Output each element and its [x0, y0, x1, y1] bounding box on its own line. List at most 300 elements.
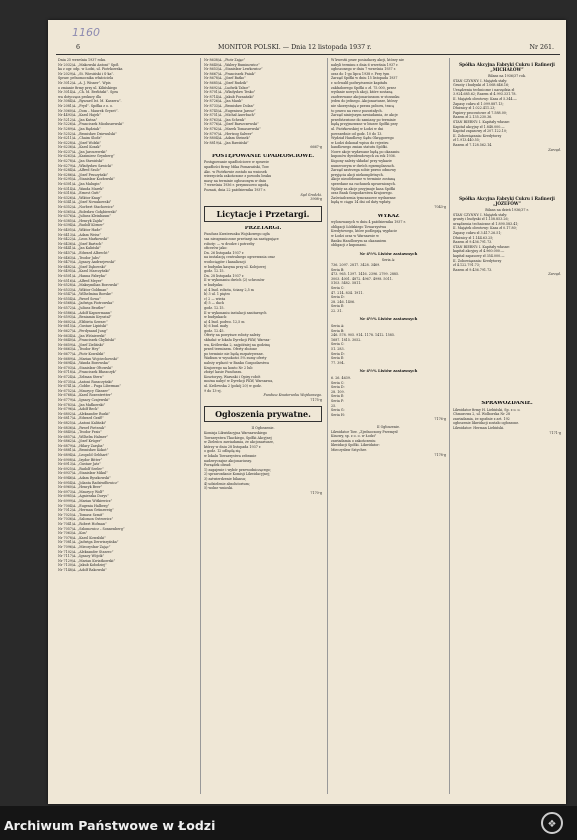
section-title-report: SPRAWOZDANIE. — [481, 401, 533, 406]
text-line: Zapasy cukru zł 3.417.26.51; — [453, 231, 502, 236]
register-entry: Nr 6946/A. „Adam Ryszkowski” — [58, 476, 111, 481]
text-line: Zarząd zastrzega sobie prawo odmowy — [331, 168, 397, 173]
text-line: Banku Handlowym za okazaniem — [331, 238, 387, 243]
archive-name: Archiwum Państwowe w Łodzi — [4, 818, 216, 833]
ref-code: 7175-g — [310, 397, 322, 402]
register-entry: Nr 3014/A. „Ch. M. Berliński”. Spra — [58, 90, 119, 95]
text-line: Fundusz Kwaterunku Wojskowego ogła — [204, 232, 270, 237]
register-entry: Nr 7130/A. „Jakub Kołodziej” — [58, 563, 107, 568]
table-row: 473. 965. 1397. 1416. 2396. 2799. 2885. — [331, 272, 400, 277]
text-line: upadłości firmy Mika Pomarański, Tow. — [204, 165, 270, 170]
text-line: 4) udzielenie absolutorium; — [204, 481, 250, 486]
text-line: Kupony należy składać przy wykazie — [331, 159, 392, 164]
register-entry: Nr 6463/A. „Teodor Jabs” — [58, 255, 101, 260]
register-entry: Nr 3012/A. „A. J. Wisner”. Wpis — [58, 80, 111, 85]
register-entry: Nr 6413/A. „Adam Weiss” — [58, 232, 102, 237]
text-line: II. Majątek obrotowy: Kasa zł 0.17.80; — [453, 226, 517, 231]
register-entry: Nr 8692/A. „Ludwik Tabor” — [204, 85, 250, 90]
register-entry: Nr 6718/A. „Franciszek Błaszczyk” — [58, 370, 117, 375]
register-entry: Nr 6627/A. „Ferdynand Jung” — [58, 329, 108, 334]
balance-subtitle: Bilans na 1936/37 rok. — [488, 74, 526, 78]
text-line: 3.924.685.62; Razem zł 4.993.331.78. — [453, 92, 517, 97]
text-line: Razem zł 9.436.791.73. — [453, 267, 493, 272]
table-row: 6. 26. 4639. — [331, 376, 351, 380]
register-entry: Nr 6634/A. „Jan Wiśniewski” — [58, 333, 107, 338]
text-line: Zaświadczenia tymczasowe wydawane — [331, 195, 396, 200]
archive-logo-icon: ❖ — [541, 812, 563, 834]
closing-notice-text — [331, 430, 446, 453]
text-line: Kredytowego, które podlegają wypłacie — [331, 229, 398, 234]
register-entry: Nr 8751/A. „Michał Auerbach” — [204, 113, 256, 118]
register-entry: Nr 8797/A. „Hertzog Salwer” — [204, 131, 254, 136]
text-line: STAN BIERNY: I. Kapitały własne: — [453, 244, 511, 249]
register-entry: Nr 6894/A. „Leopold Gebhart” — [58, 453, 109, 458]
text-line: Likwidator: Herman Liebiński. — [453, 425, 505, 430]
register-entry: Nr 6394/A. „Rudolf Körner” — [58, 223, 105, 228]
text-line: nie skorzystają z prawa poboru, tracą — [331, 103, 394, 108]
register-entry: Nr 6593/A. „Beniamin Krysztal” — [58, 315, 112, 320]
register-entry: Nr 6211/A. „Chaim Slodz” — [58, 136, 102, 141]
text-line: Towarzystwa Tkackiego, Spółki Akcyjnej — [204, 435, 272, 440]
register-entry: Nr 6482/A. „Józef Dębowski” — [58, 264, 107, 269]
text-line: Wpłaty za akcje przyjmuje kasa Spółki — [331, 186, 396, 191]
text-line: ogłoszonego w dniu 7 września 1937 r. — [331, 67, 396, 72]
register-entry: Nr 8726/A. „Jan Mauk” — [204, 99, 243, 104]
ref-code: 6667-g — [310, 145, 322, 150]
register-entry: Nr 5212/A. „Jan Kutna” — [58, 117, 98, 122]
column-4 — [453, 58, 561, 435]
text-line: b) 6 bud. mały — [204, 324, 229, 329]
register-entry: Nr 5226/A. „Franciszek Mioduszewski” — [58, 122, 124, 127]
text-line: STAN CZYNNY: I. Majątek stały: — [453, 212, 508, 217]
text-line: złożyć kasie Funduszu. — [204, 370, 243, 375]
text-line: kapitał akcyjny zł 4.960.000.— — [453, 249, 505, 254]
text-line: Zapasy cukru zł 1.099.887.13; — [453, 101, 504, 106]
text-line: Kinowy, sp. z o. o. w Łodzi” — [331, 434, 377, 439]
register-entry: Nr 6279/A. „Władysław Sawicki” — [58, 163, 113, 168]
register-entry: Nr 6735/A. „Antoni Ruszczyński” — [58, 379, 114, 384]
table-row: Seria C: — [331, 380, 345, 385]
register-entry: Nr 8667/A. „Franciszek Pniak” — [204, 71, 256, 76]
text-line: urządzenia techniczne zł 1.890.583.41; — [453, 221, 519, 226]
text-line: Zarząd Spółki w dniu 15 listopada 1937 — [331, 76, 398, 81]
register-entry: Nr 6615/A. „Gustaw Lipiński” — [58, 324, 108, 329]
table-row: 5103. 5482. 5811. — [331, 281, 362, 286]
column-2 — [204, 58, 322, 495]
text-line: Likwidator firmy H. Liebiński, Sp. z o. o. — [453, 407, 521, 412]
register-entry: Nr 8653/A. „Stanisław Lewkowicz” — [204, 67, 263, 72]
register-entry: Nr 6659/A. „Józef Zieliński” — [58, 342, 105, 347]
register-entry: Nr 8701/A. „Władysław Tesko” — [204, 90, 256, 95]
register-entry: Nr 3084/A. „Ryszard Ist. M. Kaszera”. — [58, 99, 122, 104]
text-line: to prawo na rzecz pozostałych. — [331, 108, 383, 113]
register-entry: Nr 7012/A. „Herman Grünzweig” — [58, 508, 114, 513]
register-entry: Nr 6703/A. „Stanisław Ołtowski” — [58, 365, 113, 370]
text-line: zawiadamia, że zgodnie z art. 192 — [453, 416, 510, 421]
table-heading: Nr 4½% Listów zastawnych — [359, 317, 418, 322]
section-title-wykaz: WYKAZ — [377, 213, 400, 219]
section-title-auctions: Licytacje i Przetargi. — [216, 208, 310, 219]
text-line: Wadium w wysokości 5% sumy oferty — [204, 356, 267, 361]
text-line: Oferty na powyższe roboty należy — [204, 333, 261, 338]
register-entry: Nr 6752/A. „Maurycy Glanzer” — [58, 388, 110, 393]
text-line: kuponów dywidendowych za rok 1936. — [331, 154, 396, 159]
register-entry: Nr 6405/A. „Wiktor Hade” — [58, 227, 102, 232]
text-line: b) 3 ul. 1 piętro — [204, 292, 231, 297]
text-line: zawiadamia o zakończeniu — [331, 438, 376, 443]
text-line: w Zieleńcu zawiadamia, że akcjonariusze, — [204, 440, 274, 445]
text-line: wydanie nowych akcji, które zostaną — [331, 90, 393, 95]
table-row: 47. 214. 834. 1911. — [331, 290, 364, 295]
register-entry: Nr 8714/A. „Jakub Poznański” — [204, 94, 255, 99]
register-entry: Nr 6586/A. „Adolf Kapsermann” — [58, 310, 112, 315]
text-line: STAN CZYNNY: I. Majątek stały: — [453, 78, 508, 83]
table-row: 736. 2097. 2817. 3428. 3469. — [331, 262, 381, 267]
text-line: godz. 12.45. — [204, 328, 225, 333]
register-list — [204, 58, 322, 145]
register-entry: Nr 6817/A. „Edward Graff” — [58, 416, 104, 421]
text-line: Papiery procentowe zł 7.588.00; — [453, 110, 508, 115]
text-line: Urządzenia techniczne i narzędzia zł — [453, 87, 515, 92]
text-line: Razem zł 2.135.230.36. — [453, 115, 493, 120]
text-line: STAN BIERNY: I. Kapitały własne: — [453, 119, 511, 124]
text-line: w Łodzi oraz w Warszawie w — [331, 233, 379, 238]
text-line: II. Majątek obrotowy: Kasa zł 5.344.— — [453, 96, 517, 101]
register-entry: Nr 6689/A. „Marian Wojciechowski” — [58, 356, 119, 361]
register-entry: Nr 6533/A. „Wiktor Goldman” — [58, 287, 109, 292]
register-entry: Nr 7117/A. „Ignacy Wójcik” — [58, 554, 105, 559]
section-title-private: Ogłoszenia prywatne. — [215, 409, 311, 420]
register-entry: Nr 8782/A. „Marek Tomaszewski” — [204, 126, 261, 131]
register-entry: Nr 6602/A. „Elżbieta Szwarc” — [58, 319, 108, 324]
register-entry: wa dotycząca prokury dla — [58, 94, 101, 99]
register-entry: Nr 6768/A. „Karol Rozentretter” — [58, 393, 113, 398]
issue-number: Nr 261. — [529, 44, 554, 51]
text-line: w budynku kasyna przy ul. Kolejowej — [204, 264, 266, 269]
table-row: 51. 283. — [331, 347, 345, 352]
register-entry: Nr 6228/A. „Józef Wolski” — [58, 140, 102, 145]
text-line: Nowe akcje wydawane będą po okazaniu — [331, 149, 400, 154]
register-entry: Nr 6236/A. „Karol Kozak” — [58, 145, 102, 150]
text-line: 9 do 13-ej. — [204, 388, 222, 393]
text-line: w budynku: — [204, 282, 224, 287]
page-header — [48, 44, 566, 54]
table-row: Seria E: — [331, 394, 345, 399]
text-line: ogłoszenie likwidacji zostało ogłoszone. — [453, 421, 520, 426]
table-row: 77. 394. — [331, 360, 345, 365]
text-line: przed terminem. Oferty złożone — [204, 347, 258, 352]
text-line: grunty i budynki zł 1.158.853.26; — [453, 217, 509, 222]
table-row: Seria H: — [331, 412, 345, 417]
register-entry: Nr 6436/A. „Józef Bartsch” — [58, 241, 104, 246]
table-row: Seria E: — [331, 304, 345, 309]
register-entry: Nr 8819/A. „Jan Rawiński” — [204, 140, 249, 145]
ref-code: 7176-g — [434, 417, 446, 422]
register-entry: Nr 6263/A. „Kazimierz Grynberg” — [58, 154, 115, 159]
register-entry: Nr 6973/A. „Maurycy Wolf” — [58, 489, 105, 494]
text-line: Kosztorysy, Warunki i Opisy robót — [204, 374, 261, 379]
text-line: Kapitał zapasowy zł 207.122.10; — [453, 129, 508, 134]
section-banner-auctions — [204, 206, 322, 222]
text-line: Chmurowa 2, ul. Wolborska Nr 28 — [453, 412, 511, 417]
table-row: 22. 31. — [331, 308, 343, 313]
table-row: Seria C: — [331, 342, 345, 347]
register-entry: Nr 6278/A. „Jan Stawiński” — [58, 159, 104, 164]
table-row: Seria D: — [331, 295, 345, 300]
text-line: można nabyć w Dyrekcji FKW, Warszawa, — [204, 379, 274, 384]
bankruptcy-text — [204, 160, 322, 192]
text-line: 5) wolne wnioski. — [204, 486, 234, 491]
table-row: Seria D: — [331, 351, 345, 356]
table-row: 246. 578. 905. 914. 1178. 1412. 1585. — [331, 333, 395, 338]
table-row: Seria B: — [331, 267, 345, 272]
register-entry: Nr 6314/A. „Wanda Marek” — [58, 186, 104, 191]
register-entry: Nr 6783/A. „Jan Małkowski” — [58, 402, 106, 407]
table-row: 28. 246. 1406. — [331, 299, 356, 304]
text-line: 7 września 1936 r. przymusowo ugodą. — [204, 183, 270, 188]
text-line: obligacji Łódzkiego Towarzystwa — [331, 224, 387, 229]
text-line: w budynkach: — [204, 315, 228, 320]
register-entry: Nr 6724/A. „Zelman Stern” — [58, 374, 104, 379]
text-line: II w wykonaniu instalacji sanitarnych — [204, 310, 267, 315]
text-line: obligacji z kuponami. — [331, 243, 367, 248]
table-row: 3003. 4001. 4872. 4967. 4998. 5011. — [331, 276, 393, 281]
page-number: 6 — [76, 44, 81, 51]
register-entry: Nr 6741/A. „Gobbe – Fuga Liberman” — [58, 384, 122, 389]
text-line: Dłużnicy zł 1.144.63.25; — [453, 235, 494, 240]
register-entry: Nr 6640/A. „Franciszek Chyliński” — [58, 338, 116, 343]
text-line: Razem zł 7.128.562.14. — [453, 142, 493, 147]
text-line: kapitał zapasowy zł 354.000.— — [453, 254, 505, 259]
text-line: będą w ciągu 14 dni od daty wpłaty. — [331, 200, 392, 205]
text-line: przedstawione do zamiany po terminie — [331, 117, 396, 122]
register-entry: Nr 6779/A. „Ignacy Czajewski” — [58, 397, 110, 402]
signature: Fundusz Kwaterunku Wojskowego. — [263, 393, 322, 398]
table-row: 1687. 1815. 3052. — [331, 337, 362, 342]
text-line: na instalację centralnego ogrzewania oraz — [204, 255, 275, 260]
text-line: godz. 12.15. — [204, 305, 225, 310]
text-line: zaoferowane akcjonariuszom w stosunku — [331, 94, 400, 99]
text-line: masy na terminie ogłoszonym w dniu — [204, 178, 267, 183]
section-banner-private — [204, 406, 322, 422]
text-line: o godz. 12 odbędą się — [204, 449, 241, 454]
text-line: wodociągów i kanalizacji — [204, 259, 246, 264]
column-divider — [327, 58, 328, 794]
text-line: Grunty i budynki zł 1.068.646.16; — [453, 83, 510, 88]
register-entry: Nr 7063/A. „Kon” — [58, 531, 88, 536]
register-entry: Nr 6857/A. „Wilhelm Halmer” — [58, 434, 109, 439]
register-entry: Nr 6422/A. „Leon Markowski” — [58, 237, 109, 242]
register-entry: Nr 6802/A. „Aleksander Ruski” — [58, 411, 111, 416]
register-entry: Nr 7041/A. „Robert Hofman” — [58, 521, 107, 526]
table-row: 28. 109. — [331, 389, 345, 394]
register-entry: Nr 6677/A. „Piotr Kowalski” — [58, 352, 106, 356]
column-3 — [331, 58, 446, 457]
text-line: oraz do 1-go lipca 1938 r. Przy tym — [331, 71, 390, 76]
text-line: przyjęcia akcji niekompletnych. — [331, 172, 384, 177]
register-entry: Nr 6528/A. „Maksymilian Borowski” — [58, 283, 119, 288]
register-entry: Nr 6441/A. „Jan Kaliński” — [58, 246, 101, 251]
signature: Zarząd. — [548, 272, 561, 277]
balance-subtitle: Bilans na dzień 1936/37 r. — [485, 208, 529, 213]
text-line: Komisja Likwidacyjna Warszawskiego — [204, 430, 267, 435]
register-entry: ka z ogr. odp. w Łodzi, ul. Piotrkowska — [58, 67, 123, 72]
register-entry: Nr 6301/A. „Jan Malugin” — [58, 182, 102, 187]
register-entry: Nr 6365/A. „Bolesław Gołębiewski” — [58, 209, 118, 214]
register-entry: Nr 7081/A. „Jadwiga Derwiszyńska” — [58, 540, 119, 545]
register-entry: Nr 6516/A. „Alfred Meyer” — [58, 278, 103, 283]
register-entry: Nr 6908/A. „Izydor Bitter” — [58, 457, 103, 462]
balance-text — [453, 213, 561, 273]
text-line: a) 4 bud. robota, ściany 2,5 m — [204, 287, 254, 292]
text-line: Mieczysław Sztycher. — [331, 447, 367, 452]
register-entry: Nr 6825/A. „Antoni Kaliński” — [58, 420, 107, 425]
text-line: Akc. w Piotrkowie zostało na wniosek — [204, 169, 267, 174]
column-divider — [449, 58, 450, 794]
table-row: 25. — [331, 403, 337, 408]
text-line: jeden do jednego. Akcjonariusze, którzy — [331, 99, 398, 104]
register-entry: Nr 8638/A. „Piotr Zając” — [204, 58, 246, 62]
register-entry: Nr 6501/A. „Hanna Fabryka” — [58, 273, 107, 278]
register-entry: Nr 6385/A. „Henryk Zajda” — [58, 218, 104, 223]
register-entry: Nr 6862/A. „Józef Krüger” — [58, 439, 102, 444]
text-line: oficerów jako: — [204, 246, 228, 251]
text-line: nabyli terminu z dnia 6 września 1937 r. — [331, 62, 399, 67]
register-entry: Nr 7036/A. „Salomon Ostrowicz” — [58, 517, 114, 522]
table-row: Seria E: — [331, 356, 345, 361]
text-line: będą przyjmowane w biurze Spółki przy — [331, 122, 398, 127]
register-entry: Nr 6913/A. „Gustaw Jatz” — [58, 462, 101, 467]
text-line: c) 2 — wieża — [204, 296, 226, 301]
register-entry: Nr 6568/A. „Jadwiga Piotrowska” — [58, 301, 114, 306]
register-entry: Nr 6836/A. „Paweł Pietrzak” — [58, 425, 106, 430]
text-line: zł 4.122.791.73; — [453, 263, 480, 268]
register-entry: Nr 8685/A. „Józef Rudzik” — [204, 80, 248, 85]
ref-code: 7043-g — [434, 205, 446, 209]
bond-table-1 — [331, 263, 446, 314]
register-entry: Nr 8804/A. „Adam Steinek” — [204, 136, 251, 141]
register-entry: Nr 7148/A. „Adolf Rakowski” — [58, 567, 107, 572]
newspaper-page — [48, 20, 566, 804]
register-entry: Nr 6554/A. „Paweł Sowa” — [58, 296, 101, 301]
text-line: likwidacji Spółki. Likwidator: — [331, 443, 380, 448]
register-entry: Nr 8640/A. „Walery Ruminowicz” — [204, 62, 260, 67]
text-line: d) 5 — dach — [204, 301, 224, 306]
register-entry: Nr 6547/A. „Wilhelmina Boeske” — [58, 292, 113, 297]
register-entry: Nr 8776/A. „Józef Barszczewski” — [204, 122, 259, 127]
register-entry: Nr 6470/A. „Ignacy Andrzejewski” — [58, 260, 116, 265]
text-line: którzy w dniu 28 listopada 1937 r. — [204, 444, 262, 449]
text-line: numerowym w dwóch egzemplarzach. — [331, 163, 395, 168]
register-entry: Nr 6925/A. „Rudolf Seeler” — [58, 466, 104, 471]
register-entry: Nr 6999/A. „Marian Witkiewicz” — [58, 499, 113, 503]
text-line: należy wpłacić w Banku Gospodarstwa — [204, 361, 269, 366]
register-entry: Nr 7129/A. „Marian Kwiatkowski” — [58, 558, 116, 563]
text-line: Postępowanie upadłościowe w sprawie — [204, 160, 269, 165]
table-row: Seria D: — [331, 385, 345, 390]
register-entry: Nr 2032/A. „Makowski Antoni” Spół. — [58, 62, 120, 67]
ref-code: 3908-g — [310, 197, 322, 202]
register-entry: Nr 6881/A. „Bronisław Kokot” — [58, 448, 109, 453]
text-line: roboty: — w drodze i potrzeby — [204, 241, 255, 246]
register-entry: Nr 6318/A. „Ernest Gutt” — [58, 191, 101, 196]
register-entry: Nr 6796/A. „Adolf Beck” — [58, 407, 99, 412]
register-entry: Nr 7102/A. „Aleksander Starzec” — [58, 549, 114, 554]
text-line: Dn. 28 listopada 1937 r. — [204, 273, 245, 278]
register-entry: Nr 7057/A. „Szlomowicz – Sonnenberg” — [58, 526, 125, 531]
register-entry: Nr 6341/A. „Józef Nowakowski” — [58, 200, 112, 205]
text-line: sza nieograniczone przetargi na następujące — [204, 237, 279, 241]
notice-text — [331, 58, 446, 205]
register-entry: Nr 6879/A. „Hilary Zaręba” — [58, 443, 105, 448]
text-line: II. Zobowiązania: Kredytorzy — [453, 258, 502, 263]
bond-table-3 — [331, 376, 446, 417]
register-entry: Nr 3060/A. „Dom – Maurek Gryzet”. — [58, 108, 119, 113]
text-line: wa, Królewska 2, najpóźniej na godzinę — [204, 342, 270, 347]
text-line: Poznań, dnia 22 października 1937 r. — [204, 188, 266, 193]
register-entry: Nr 5252/A. „Bronisław Dziewulski” — [58, 131, 117, 136]
ref-code: 7178-g — [434, 452, 446, 457]
text-line: wierzyciela zakończone z powodu braku — [204, 174, 272, 179]
text-line: ul. Królewska 2 (pokój 20) w godz. — [204, 384, 262, 388]
text-line: W kwestii praw posiadaczy akcji, którzy nie — [331, 58, 404, 62]
text-line: Wydział Handlowy Sądu Okręgowego — [331, 136, 394, 141]
signature: Zarząd. — [548, 147, 561, 152]
table-row: Seria F: — [331, 398, 345, 403]
register-entry: Nr 7096/A. „Mieczysław Zając” — [58, 544, 111, 549]
register-entry: Nr 6495/A. „Karol Marczyński” — [58, 269, 111, 274]
table-row: Seria A: — [331, 324, 345, 329]
text-line: Akcje nieodebrane w terminie zostaną — [331, 177, 396, 182]
tenders-text — [204, 232, 322, 393]
register-entry: Nr 6985/A. „Agnieszka Dorys” — [58, 494, 109, 499]
text-line: sprzedane na rachunek uprawnionych. — [331, 182, 396, 187]
text-line: powszednie od godz. 10 do 13. — [331, 131, 383, 136]
text-line: wylosowanych w dniu 4 października 1937 r. — [331, 220, 406, 225]
register-entry: Nr 7078/A. „Karol Kowalski” — [58, 535, 106, 540]
text-line: Razem zł 9.436.791.73. — [453, 240, 493, 245]
register-entry: Nr 6663/A. „Teodor Hey” — [58, 347, 101, 352]
register-entry: Nr 6572/A. „Juliusz Beutler” — [58, 306, 106, 311]
text-line: Zarząd niniejszym zawiadamia, że akcje — [331, 113, 398, 118]
register-entry: o zmianie firmy przy ul. Kilińskiego — [58, 85, 118, 90]
register-entry: Dnia 25 września 1937 roku. — [58, 58, 107, 62]
register-entry: Nr 8745/A. „Eugeniusz Jarosz” — [204, 108, 256, 113]
register-entry: Nr 2029/A. „St. Wiesiński i S-ka”. — [58, 71, 115, 76]
register-entry: Nr 6954/A. „Jolanta Radziwiłłowicz” — [58, 480, 119, 485]
subheading: II Ogłoszenie. — [251, 426, 275, 431]
text-line: Porządek obrad: — [204, 463, 232, 468]
text-line: a) 4 bud. podwo. 12,5 m — [204, 319, 245, 324]
section-title-tenders: PRZETARGI. — [244, 225, 282, 231]
register-entry: Nr 5289/A. „Jan Rędziak” — [58, 126, 101, 131]
register-entry: Nr 8678/A. „Józef Batko” — [204, 76, 246, 81]
table-row: Seria G: — [331, 408, 345, 413]
table-heading: Nr 4½% Listów zastawnych — [359, 251, 418, 256]
table-row: Seria B: — [331, 328, 345, 333]
text-line: po terminie nie będą rozpatrywane. — [204, 351, 264, 356]
series-label: Seria A: — [381, 258, 396, 263]
text-line: oraz Bank Gospodarstwa Krajowego. — [331, 191, 393, 196]
text-line: 3) zatwierdzenie bilansu; — [204, 476, 247, 481]
text-line: 1) zagajenie i wybór przewodniczącego; — [204, 467, 271, 472]
bond-table-2 — [331, 324, 446, 365]
subheading: II Ogłoszenie. — [376, 424, 401, 429]
company-title: Spółka Akcyjna Fabryki Cukru i Rafinerji „JÓZEFÓW” — [459, 196, 555, 207]
text-line: II. Zobowiązania: Kredytorzy — [453, 133, 502, 138]
text-line: składać w lokalu Dyrekcji FKW, Warsza- — [204, 338, 271, 343]
register-entry: Nr 6352/A. „Norbert Stachowicz” — [58, 205, 115, 209]
